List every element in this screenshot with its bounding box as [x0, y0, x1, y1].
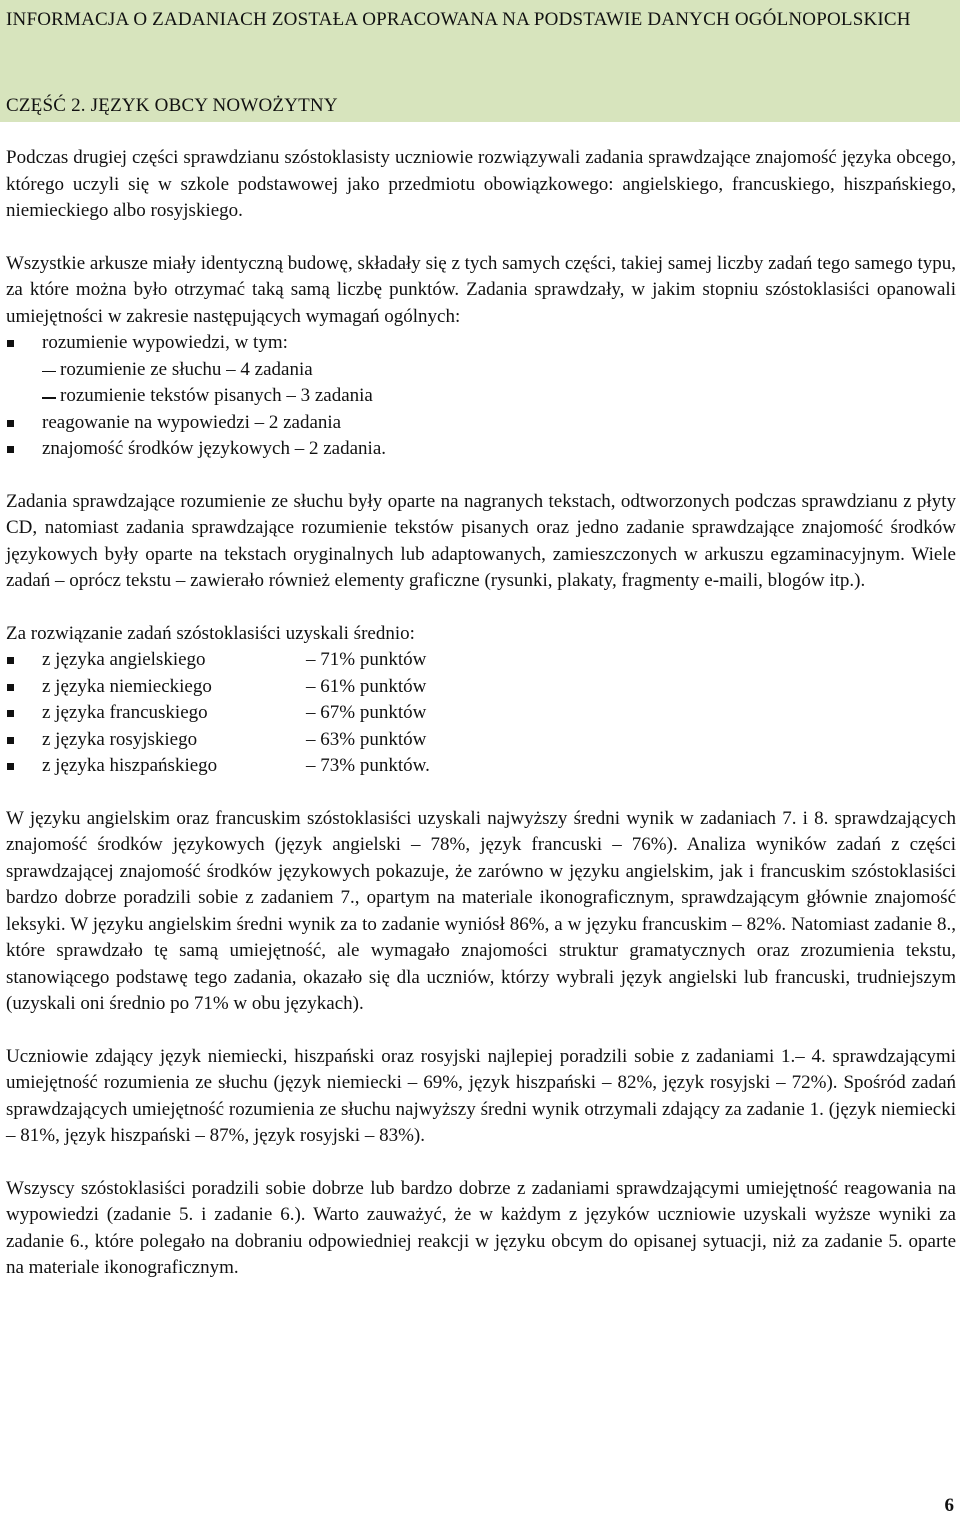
paragraph-results-intro: Za rozwiązanie zadań szóstoklasiści uzyskali średnio: [6, 622, 415, 644]
result-language: z języka angielskiego [42, 649, 206, 670]
result-score: – 71% punktów [306, 649, 427, 670]
paragraph-structure: Wszystkie arkusze miały identyczną budowę, składały się z tych samych części, takiej samej liczby zadań tego samego typu, za które można było otrzymać taką samą liczbę punktów. Zadania sprawdzały, w jakim stopniu szóstoklasiści opanowali umiejętności w zakresie następujących wymagań ogólnych: [6, 252, 956, 327]
result-score: – 67% punktów [306, 702, 427, 723]
requirements-list [6, 330, 956, 463]
result-language: z języka hiszpańskiego [42, 755, 218, 776]
result-language: z języka francuskiego [42, 702, 208, 723]
section-title: CZĘŚĆ 2. JĘZYK OBCY NOWOŻYTNY [6, 95, 338, 116]
section-header-banner [0, 0, 960, 122]
paragraph-intro: Podczas drugiej części sprawdzianu szóstoklasisty uczniowie rozwiązywali zadania sprawdzające znajomość języka obcego, którego uczyli się w szkole podstawowej jako przedmiotu obowiązkowego: angielskiego, francuskiego, hiszpańskiego, niemieckiego albo rosyjskiego. [6, 147, 956, 221]
header-info-line: INFORMACJA O ZADANIACH ZOSTAȽA OPRACOWANA NA PODSTAWIE DANYCH OGÓLNOPOLSKICH [6, 9, 911, 30]
list-item [6, 330, 956, 410]
result-score: – 61% punktów [306, 675, 427, 697]
result-row [6, 700, 956, 727]
results-list [6, 647, 956, 780]
result-score: – 73% punktów. [306, 755, 430, 776]
list-item: reagowanie na wypowiedzi – 2 zadania [6, 410, 956, 437]
result-language: z języka rosyjskiego [42, 728, 198, 750]
document-body [6, 145, 956, 1282]
sub-list-item: rozumienie tekstów pisanych – 3 zadania [6, 383, 956, 410]
result-row [6, 674, 956, 701]
sub-list-item: rozumienie ze słuchu – 4 zadania [6, 357, 956, 384]
paragraph-english-french: W języku angielskim oraz francuskim szóstoklasiści uzyskali najwyższy średni wynik w zadaniach 7. i 8. sprawdzających znajomość środków językowych (język angielski – 78%, język francuski – 76%). Analiza wyników zadań z części sprawdzającej znajomość środków językowych pokazuje, że zarówno w języku angielskim, jak i francuskim szóstoklasiści bardzo dobrze poradzili sobie z zadaniem 7., opartym na materiale ikonograficznym, sprawdzającym głównie znajomość leksyki. W języku angielskim średni wynik za to zadanie wyniósł 86%, a w języku francuskim – 82%. Natomiast zadanie 8., które sprawdzało tę samą umiejętność, ale wymagało znajomości struktur gramatycznych oraz zrozumienia tekstu, stanowiącego podstawę tego zadania, okazało się dla uczniów, którzy wybrali język angielski lub francuski, trudniejszym (uzyskali oni średnio po 71% w obu językach). [6, 807, 956, 1014]
result-language: z języka niemieckiego [42, 675, 212, 697]
result-row [6, 753, 956, 780]
list-item-text: rozumienie wypowiedzi, w tym: [42, 332, 288, 353]
paragraph-reactions: Wszyscy szóstoklasiści poradzili sobie dobrze lub bardzo dobrze z zadaniami sprawdzającymi umiejętność reagowania na wypowiedzi (zadanie 5. i zadanie 6.). Warto zauważyć, że w każdym z języków uczniowie uzyskali wyższe wyniki za zadanie 6., które polegało na dobraniu odpowiedniej reakcji w języku obcym do opisanej sytuacji, niż za zadanie 5. oparte na materiale ikonograficznym. [6, 1177, 956, 1278]
page-number: 6 [944, 1495, 954, 1516]
list-item: znajomość środków językowych – 2 zadania. [6, 436, 956, 463]
paragraph-german-spanish-russian: Uczniowie zdający język niemiecki, hiszpański oraz rosyjski najlepiej poradzili sobie z zadaniami 1.– 4. sprawdzającymi umiejętność rozumienia ze słuchu (język niemiecki – 69%, język hiszpański – 82%, język rosyjski – 72%). Spośród zadań sprawdzających umiejętność rozumienia ze słuchu najwyższy średni wynik otrzymali zdający za zadanie 1. (język niemiecki – 81%, język hiszpański – 87%, język rosyjski – 83%). [6, 1045, 956, 1146]
result-row [6, 647, 956, 674]
result-row [6, 727, 956, 754]
sub-list [6, 357, 956, 410]
result-score: – 63% punktów [306, 728, 427, 750]
paragraph-materials: Zadania sprawdzające rozumienie ze słuchu były oparte na nagranych tekstach, odtworzonych podczas sprawdzianu z płyty CD, natomiast zadania sprawdzające rozumienie tekstów pisanych oraz jedno zadanie sprawdzające znajomość środków językowych były oparte na tekstach oryginalnych lub adaptowanych, zamieszczonych w arkuszu egzaminacyjnym. Wiele zadań – oprócz tekstu – zawierało również elementy graficzne (rysunki, plakaty, fragmenty e-maili, blogów itp.). [6, 490, 956, 591]
